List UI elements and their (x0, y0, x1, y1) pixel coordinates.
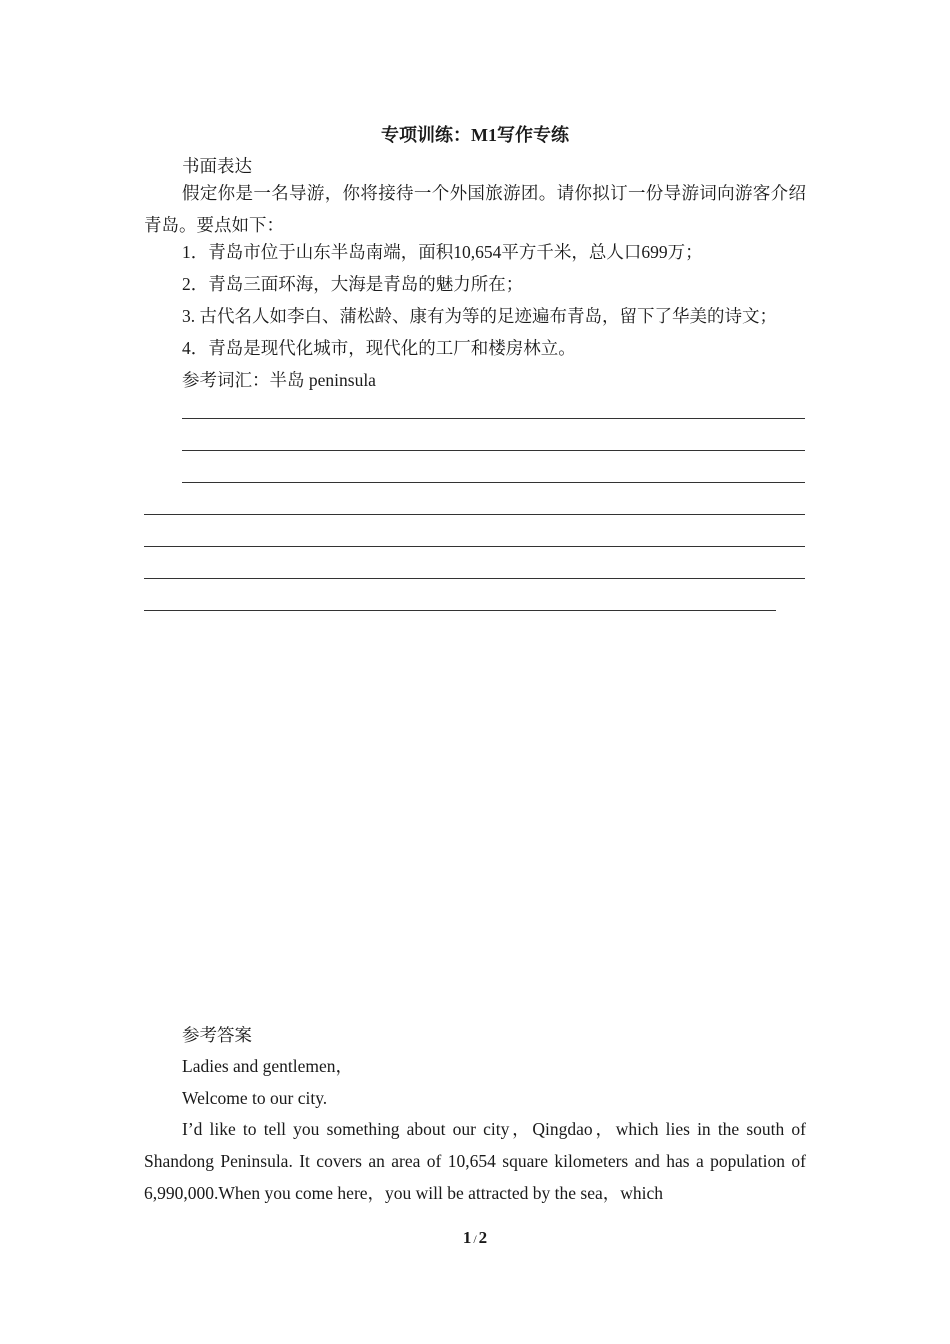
section-heading: 书面表达 (182, 156, 252, 176)
answer-paragraph: I’d like to tell you something about our city，Qingdao，which lies in the south of Shandong Peninsula. It covers an area of 10,654 square kilometers and has a population of 6,990,000.When you come here，you will be attracted by the sea，which (144, 1119, 806, 1203)
answer-welcome: Welcome to our city. (182, 1088, 328, 1108)
answer-heading: 参考答案 (182, 1025, 252, 1045)
page-number (0, 1228, 950, 1248)
document-title: 专项训练：M1写作专练 (381, 125, 569, 145)
prompt-paragraph: 假定你是一名导游，你将接待一个外国旅游团。请你拟订一份导游词向游客介绍青岛。要点如下： (144, 183, 806, 235)
point-2: 2．青岛三面环海，大海是青岛的魅力所在； (182, 274, 524, 294)
writing-line[interactable] (182, 418, 805, 419)
point-3: 3. 古代名人如李白、蒲松龄、康有为等的足迹遍布青岛，留下了华美的诗文； (182, 306, 777, 326)
point-4: 4．青岛是现代化城市，现代化的工厂和楼房林立。 (182, 338, 576, 358)
writing-line[interactable] (182, 482, 805, 483)
writing-line[interactable] (144, 546, 805, 547)
answer-salutation: Ladies and gentlemen， (182, 1056, 354, 1076)
writing-line[interactable] (144, 514, 805, 515)
page-current: 1 (462, 1228, 472, 1247)
point-1: 1．青岛市位于山东半岛南端，面积10,654平方千米，总人口699万； (182, 242, 703, 262)
page-total: 2 (478, 1228, 488, 1247)
writing-line[interactable] (144, 578, 805, 579)
vocab-hint: 参考词汇：半岛 peninsula (182, 370, 376, 390)
writing-line[interactable] (182, 450, 805, 451)
writing-line[interactable] (144, 610, 776, 611)
page-separator: / (473, 1232, 477, 1246)
